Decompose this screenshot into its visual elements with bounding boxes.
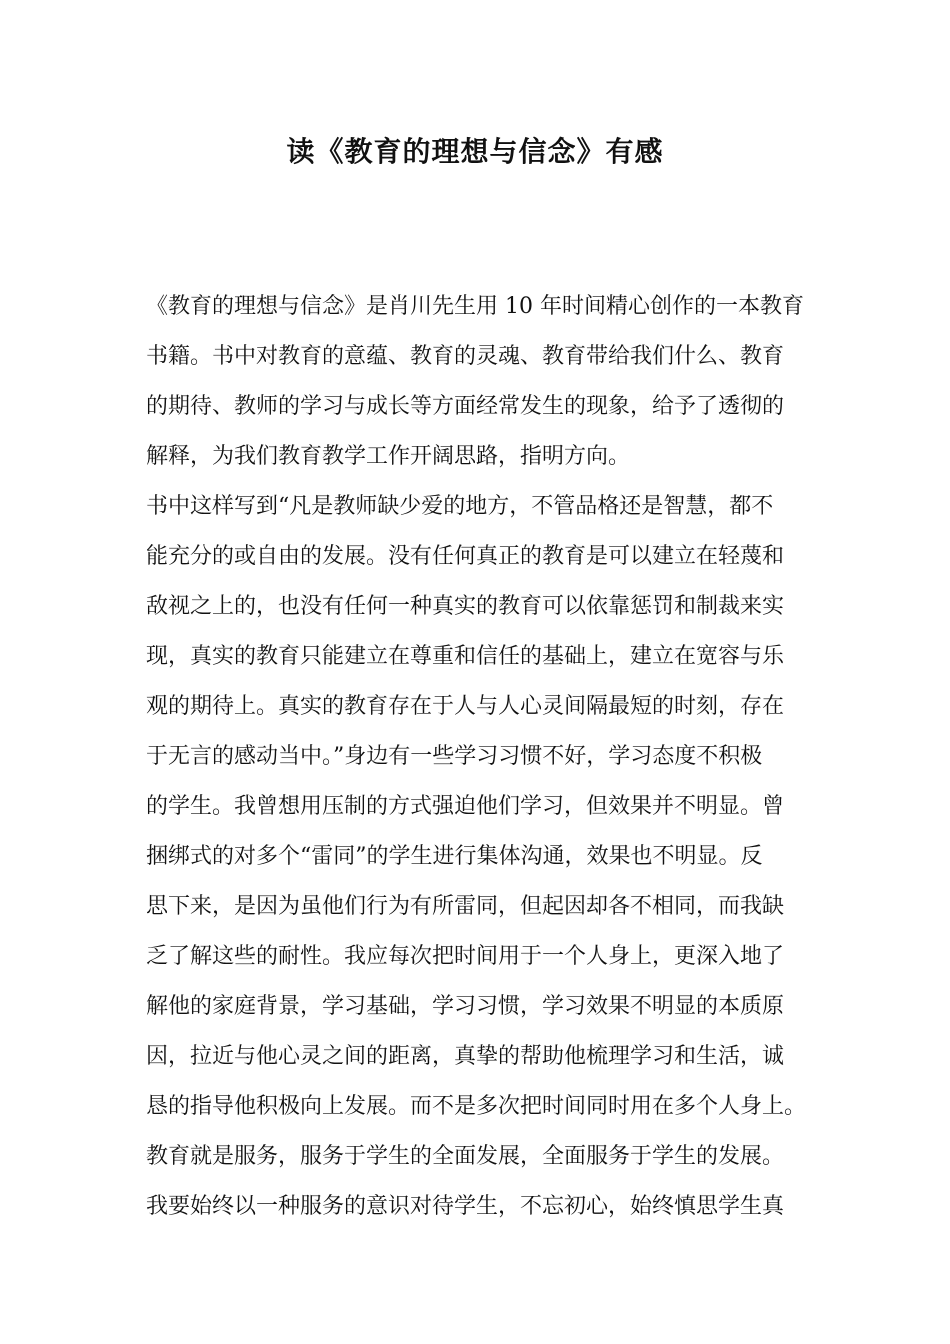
text-line: 于无言的感动当中。”身边有一些学习习惯不好，学习态度不积极 xyxy=(146,744,763,769)
text-line: 捆绑式的对多个“雷同”的学生进行集体沟通，效果也不明显。反 xyxy=(146,844,763,869)
text-line: 书中这样写到“凡是教师缺少爱的地方，不管品格还是智慧，都不 xyxy=(146,494,774,519)
text-line: 因，拉近与他心灵之间的距离，真挚的帮助他梳理学习和生活，诚 xyxy=(146,1044,785,1069)
text-line: 解他的家庭背景，学习基础，学习习惯，学习效果不明显的本质原 xyxy=(146,994,785,1019)
document-body xyxy=(146,282,826,1232)
text-line: 的期待、教师的学习与成长等方面经常发生的现象，给予了透彻的 xyxy=(146,394,785,419)
text-line: 教育就是服务，服务于学生的全面发展，全面服务于学生的发展。 xyxy=(146,1144,785,1169)
text-line: 思下来，是因为虽他们行为有所雷同，但起因却各不相同，而我缺 xyxy=(146,894,785,919)
text-line: 我要始终以一种服务的意识对待学生，不忘初心，始终慎思学生真 xyxy=(146,1194,785,1219)
text-line: 《教育的理想与信念》是肖川先生用 10 年时间精心创作的一本教育 xyxy=(146,294,804,319)
text-line: 解释，为我们教育教学工作开阔思路，指明方向。 xyxy=(146,444,631,469)
text-line: 现，真实的教育只能建立在尊重和信任的基础上，建立在宽容与乐 xyxy=(146,644,785,669)
document-title: 读《教育的理想与信念》有感 xyxy=(286,135,664,168)
text-line: 敌视之上的，也没有任何一种真实的教育可以依靠惩罚和制裁来实 xyxy=(146,594,785,619)
text-line: 书籍。书中对教育的意蕴、教育的灵魂、教育带给我们什么、教育 xyxy=(146,344,785,369)
text-line: 能充分的或自由的发展。没有任何真正的教育是可以建立在轻蔑和 xyxy=(146,544,785,569)
text-line: 的学生。我曾想用压制的方式强迫他们学习，但效果并不明显。曾 xyxy=(146,794,785,819)
text-line: 乏了解这些的耐性。我应每次把时间用于一个人身上，更深入地了 xyxy=(146,944,785,969)
text-line: 恳的指导他积极向上发展。而不是多次把时间同时用在多个人身上。 xyxy=(146,1094,807,1119)
text-line: 观的期待上。真实的教育存在于人与人心灵间隔最短的时刻，存在 xyxy=(146,694,785,719)
